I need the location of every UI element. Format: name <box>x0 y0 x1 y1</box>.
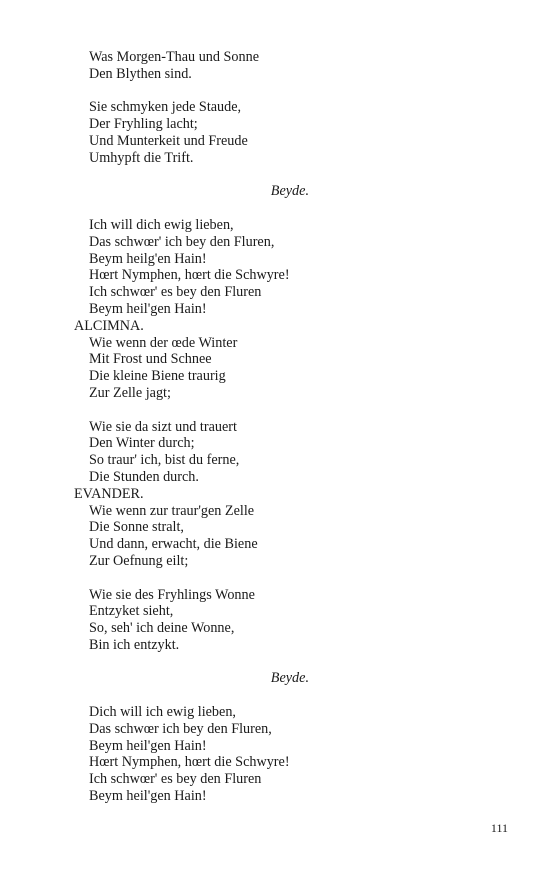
verse-line: Der Fryhling lacht; <box>89 116 198 133</box>
stanza-8 <box>74 704 494 805</box>
stanza-4 <box>74 335 494 402</box>
verse-line: Das schwœr ich bey den Fluren, <box>89 720 272 737</box>
verse-line: Bin ich entzykt. <box>89 636 180 653</box>
stanza-1 <box>74 49 494 83</box>
verse-line: Beym heil'gen Hain! <box>89 788 207 805</box>
verse-line: Die Sonne stralt, <box>89 519 184 536</box>
verse-line: Zur Zelle jagt; <box>89 384 171 401</box>
verse-line: Wie sie da sizt und trauert <box>89 418 237 435</box>
verse-line: Entzyket sieht, <box>89 603 174 620</box>
verse-line: Zur Oefnung eilt; <box>89 552 189 569</box>
poem-text <box>74 49 494 805</box>
verse-line: Beym heilg'en Hain! <box>89 250 207 267</box>
verse-line: Dich will ich ewig lieben, <box>89 704 236 721</box>
stanza-3 <box>74 217 494 318</box>
verse-line: Und dann, erwacht, die Biene <box>89 536 258 553</box>
stanza-6 <box>74 503 494 570</box>
page-number: 111 <box>490 821 508 835</box>
verse-line: Die kleine Biene traurig <box>89 368 226 385</box>
verse-line: Beym heil'gen Hain! <box>89 300 207 317</box>
verse-line: Den Blythen sind. <box>89 65 192 82</box>
verse-line: Hœrt Nymphen, hœrt die Schwyre! <box>89 754 290 771</box>
verse-line: Und Munterkeit und Freude <box>89 132 248 149</box>
verse-line: So traur' ich, bist du ferne, <box>89 452 240 469</box>
verse-line: Wie wenn der œde Winter <box>89 334 238 351</box>
verse-line: Sie schmyken jede Staude, <box>89 99 242 116</box>
verse-line: So, seh' ich deine Wonne, <box>89 620 235 637</box>
chorus-heading: Beyde. <box>270 670 309 687</box>
stanza-5 <box>74 419 494 486</box>
verse-line: Was Morgen-Thau und Sonne <box>89 49 259 65</box>
stanza-2 <box>74 99 494 166</box>
verse-line: Ich schwœr' es bey den Fluren <box>89 284 262 301</box>
verse-line: Den Winter durch; <box>89 435 195 452</box>
verse-line: Das schwœr' ich bey den Fluren, <box>89 233 275 250</box>
verse-line: Mit Frost und Schnee <box>89 351 212 368</box>
verse-line: Hœrt Nymphen, hœrt die Schwyre! <box>89 267 290 284</box>
verse-line: Beym heil'gen Hain! <box>89 737 207 754</box>
verse-line: Die Stunden durch. <box>89 468 199 485</box>
verse-line: Wie sie des Fryhlings Wonne <box>89 586 255 603</box>
chorus-heading: Beyde. <box>270 183 309 200</box>
stanza-7 <box>74 587 494 654</box>
verse-line: Ich will dich ewig lieben, <box>89 216 234 233</box>
verse-line: Ich schwœr' es bey den Fluren <box>89 771 262 788</box>
speaker-name: ALCIMNA. <box>74 317 144 334</box>
verse-line: Umhypft die Trift. <box>89 149 194 166</box>
speaker-name: EVANDER. <box>74 485 144 502</box>
verse-line: Wie wenn zur traur'gen Zelle <box>89 502 255 519</box>
